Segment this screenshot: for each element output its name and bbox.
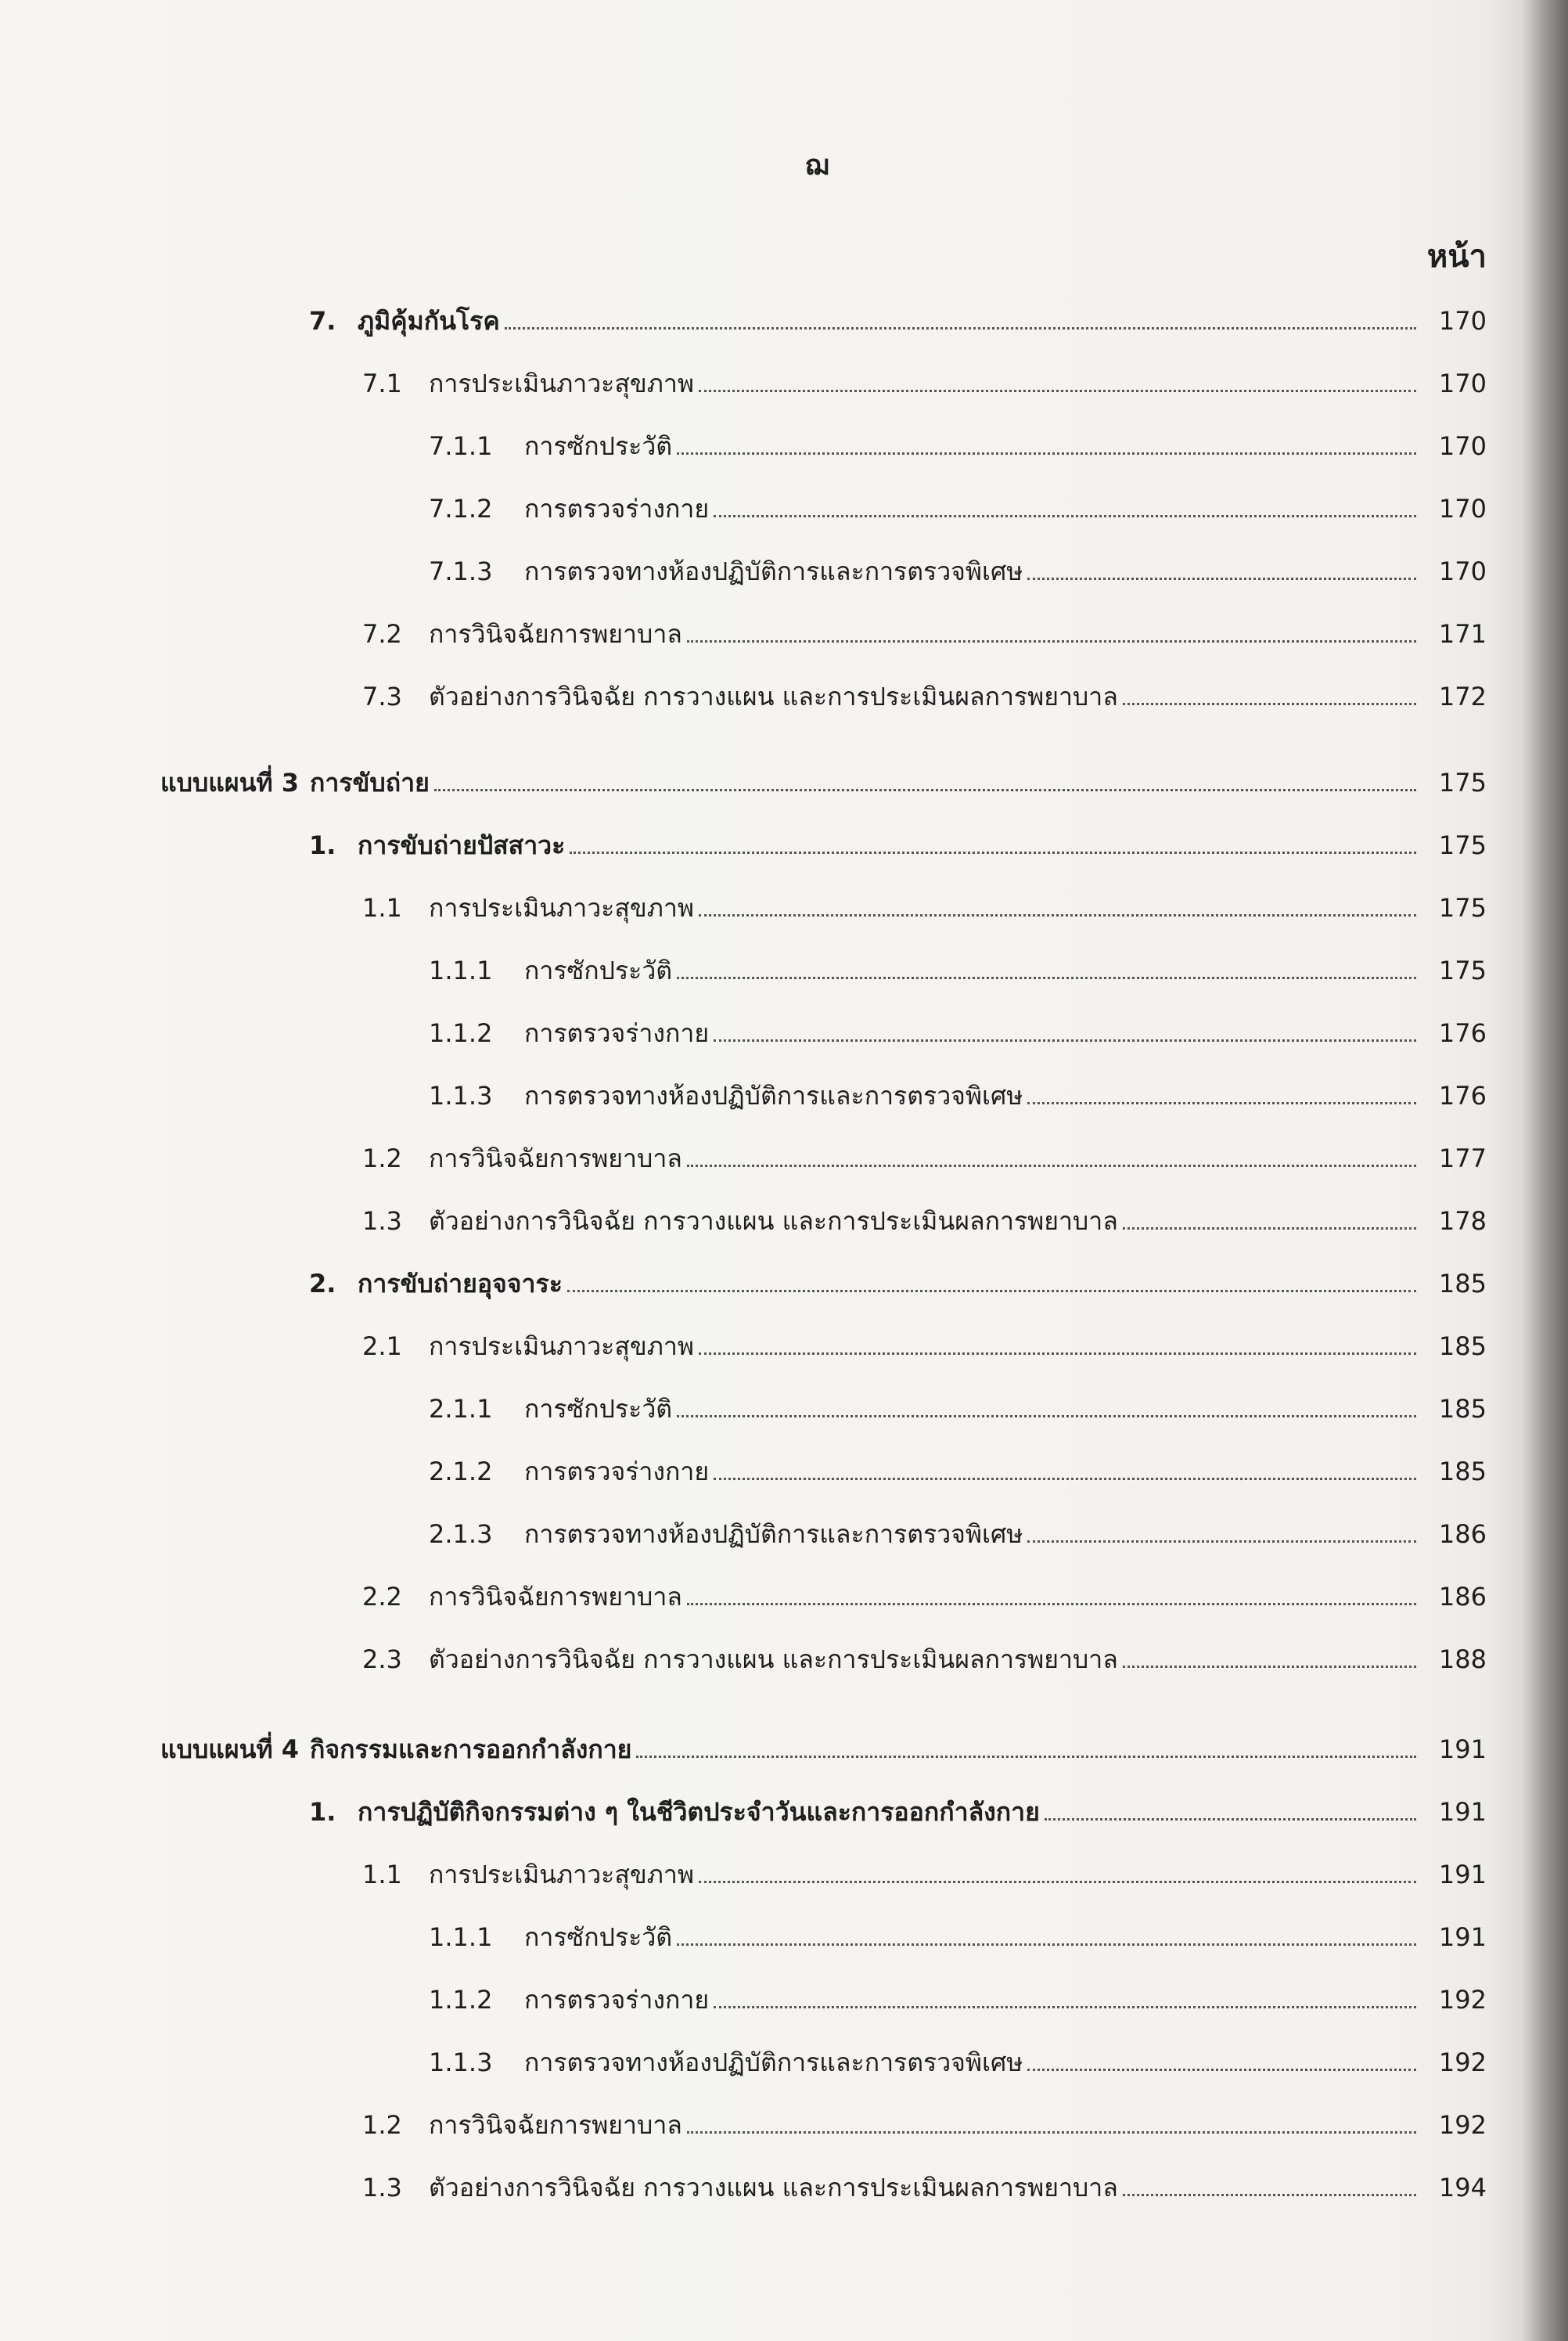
entry-number: 1.1.3 [429,2047,493,2077]
dot-leader [714,1039,1416,1042]
entry-title: การตรวจร่างกาย [524,1018,710,1048]
toc-entry-4-1-2 [362,2105,1487,2145]
entry-page: 175 [1438,956,1487,985]
dot-leader [687,640,1416,643]
entry-title: การขับถ่ายอุจจาระ [358,1269,563,1298]
entry-title: การประเมินภาวะสุขภาพ [429,893,694,923]
entry-number: 2.1 [362,1331,402,1361]
entry-title: การตรวจทางห้องปฏิบัติการและการตรวจพิเศษ [524,1081,1023,1111]
dot-leader [677,1415,1416,1417]
entry-page: 176 [1438,1081,1487,1111]
entry-page: 186 [1438,1582,1487,1612]
entry-number: 7.1.1 [429,431,493,461]
entry-page: 172 [1438,682,1487,711]
dot-leader [505,327,1416,330]
entry-page: 194 [1438,2173,1487,2202]
entry-number: 1.3 [362,2173,402,2202]
entry-number: 1.1.1 [429,1922,493,1952]
entry-page: 188 [1438,1644,1487,1674]
dot-leader [714,515,1416,517]
entry-title: การซักประวัติ [524,1394,673,1424]
dot-leader [677,977,1416,979]
entry-page: 176 [1438,1018,1487,1048]
entry-title: การซักประวัติ [524,1922,673,1952]
entry-page: 185 [1438,1457,1487,1486]
toc-entry-7 [309,301,1487,340]
entry-number: 7.1.2 [429,494,493,524]
entry-number: แบบแผนที่ 3 [160,768,299,798]
dot-leader [567,1290,1416,1292]
entry-title: การวินิจฉัยการพยาบาล [429,619,682,649]
toc-entry-3-1-2 [362,1139,1487,1178]
dot-leader [687,2131,1416,2134]
toc-entry-4-1-1-2 [429,1980,1487,2019]
entry-title: การประเมินภาวะสุขภาพ [429,1331,694,1361]
toc-entry-4-1-1-3 [429,2043,1487,2082]
entry-number: 1.1 [362,893,402,923]
dot-leader [1027,578,1416,580]
book-spine-shadow [1521,0,1568,2341]
dot-leader [714,2006,1416,2008]
toc-entry-4-1-3 [362,2168,1487,2207]
entry-number: 1. [309,830,336,860]
dot-leader [636,1756,1416,1758]
toc-entry-3-2-3 [362,1640,1487,1679]
dot-leader [1045,1818,1416,1821]
entry-title: การประเมินภาวะสุขภาพ [429,369,694,398]
dot-leader [699,914,1416,917]
entry-number: 2.2 [362,1582,402,1612]
toc-entry-3-2 [309,1264,1487,1303]
toc-entry-7-1-3 [429,552,1487,591]
entry-number: 1.2 [362,2110,402,2140]
dot-leader [1123,2194,1416,2196]
entry-number: 2.1.1 [429,1394,493,1424]
dot-leader [677,1943,1416,1946]
entry-title: การตรวจร่างกาย [524,1985,710,2015]
entry-title: การตรวจร่างกาย [524,494,710,524]
entry-title: การวินิจฉัยการพยาบาล [429,2110,682,2140]
dot-leader [1123,703,1416,705]
entry-page: 192 [1438,1985,1487,2015]
entry-number: 1.3 [362,1206,402,1236]
toc-entry-pattern-4 [160,1730,1487,1769]
entry-title: ภูมิคุ้มกันโรค [358,306,500,336]
toc-entry-3-1-1-3 [429,1076,1487,1115]
entry-title: การขับถ่ายปัสสาวะ [358,830,566,860]
entry-number: 1.1.1 [429,956,493,985]
entry-title: การปฏิบัติกิจกรรมต่าง ๆ ในชีวิตประจำวันและการออกกำลังกาย [358,1797,1040,1827]
dot-leader [714,1478,1416,1480]
entry-title: การตรวจทางห้องปฏิบัติการและการตรวจพิเศษ [524,556,1023,586]
dot-leader [1123,1227,1416,1230]
toc-entry-7-2 [362,614,1487,654]
toc-entry-3-2-1-3 [429,1514,1487,1554]
entry-number: 1.1.3 [429,1081,493,1111]
entry-title: การซักประวัติ [524,431,673,461]
entry-page: 185 [1438,1331,1487,1361]
dot-leader [1027,1102,1416,1104]
entry-title: การวินิจฉัยการพยาบาล [429,1582,682,1612]
entry-title: กิจกรรมและการออกกำลังกาย [310,1734,632,1764]
entry-page: 175 [1438,830,1487,860]
toc-entry-7-1 [362,364,1487,403]
entry-number: 1.1.2 [429,1018,493,1048]
dot-leader [570,852,1416,854]
entry-title: ตัวอย่างการวินิจฉัย การวางแผน และการประเมินผลการพยาบาล [429,682,1118,711]
dot-leader [699,1881,1416,1883]
toc-entry-3-1-1 [362,888,1487,927]
entry-page: 191 [1438,1734,1487,1764]
entry-title: ตัวอย่างการวินิจฉัย การวางแผน และการประเมินผลการพยาบาล [429,1644,1118,1674]
entry-title: ตัวอย่างการวินิจฉัย การวางแผน และการประเมินผลการพยาบาล [429,1206,1118,1236]
entry-number: 1.1 [362,1860,402,1889]
entry-number: 7.1.3 [429,556,493,586]
toc-entry-3-2-2 [362,1577,1487,1616]
toc-entry-3-2-1 [362,1327,1487,1366]
entry-page: 185 [1438,1394,1487,1424]
entry-page: 170 [1438,556,1487,586]
entry-page: 192 [1438,2110,1487,2140]
entry-title: การประเมินภาวะสุขภาพ [429,1860,694,1889]
entry-page: 171 [1438,619,1487,649]
entry-page: 191 [1438,1797,1487,1827]
page-column-header: หน้า [1426,239,1487,275]
dot-leader [687,1165,1416,1167]
entry-page: 191 [1438,1860,1487,1889]
toc-entry-3-1-1-2 [429,1014,1487,1053]
toc-entry-3-1 [309,826,1487,865]
entry-number: 2.1.3 [429,1519,493,1549]
dot-leader [699,1352,1416,1355]
entry-page: 175 [1438,768,1487,798]
toc-entry-4-1-1 [362,1855,1487,1894]
entry-number: 7. [309,306,336,336]
dot-leader [699,390,1416,392]
entry-number: 2.1.2 [429,1457,493,1486]
toc-entry-7-1-1 [429,427,1487,466]
entry-title: การตรวจทางห้องปฏิบัติการและการตรวจพิเศษ [524,2047,1023,2077]
entry-number: 7.1 [362,369,402,398]
entry-page: 192 [1438,2047,1487,2077]
entry-page: 170 [1438,431,1487,461]
toc-entry-3-2-1-2 [429,1452,1487,1491]
dot-leader [434,789,1416,791]
toc-entry-7-3 [362,677,1487,716]
toc-entry-3-1-3 [362,1201,1487,1241]
dot-leader [687,1603,1416,1605]
dot-leader [1123,1666,1416,1668]
entry-page: 170 [1438,369,1487,398]
entry-number: 1. [309,1797,336,1827]
entry-page: 186 [1438,1519,1487,1549]
dot-leader [1027,1540,1416,1543]
toc-entry-pattern-3 [160,763,1487,802]
entry-page: 170 [1438,306,1487,336]
entry-page: 178 [1438,1206,1487,1236]
entry-number: 2.3 [362,1644,402,1674]
dot-leader [677,452,1416,455]
entry-title: การขับถ่าย [310,768,430,798]
toc-entry-4-1 [309,1792,1487,1831]
entry-number: 2. [309,1269,336,1298]
entry-number: 1.2 [362,1143,402,1173]
entry-title: การซักประวัติ [524,956,673,985]
entry-title: ตัวอย่างการวินิจฉัย การวางแผน และการประเมินผลการพยาบาล [429,2173,1118,2202]
toc-entry-3-1-1-1 [429,951,1487,990]
entry-title: การวินิจฉัยการพยาบาล [429,1143,682,1173]
entry-title: การตรวจร่างกาย [524,1457,710,1486]
dot-leader [1027,2069,1416,2071]
entry-page: 177 [1438,1143,1487,1173]
entry-number: 7.3 [362,682,402,711]
entry-title: การตรวจทางห้องปฏิบัติการและการตรวจพิเศษ [524,1519,1023,1549]
entry-number: 1.1.2 [429,1985,493,2015]
entry-page: 185 [1438,1269,1487,1298]
entry-page: 191 [1438,1922,1487,1952]
toc-entry-3-2-1-1 [429,1389,1487,1428]
entry-number: 7.2 [362,619,402,649]
entry-page: 170 [1438,494,1487,524]
page-marker: ฌ [804,149,829,182]
entry-number: แบบแผนที่ 4 [160,1734,299,1764]
toc-entry-4-1-1-1 [429,1918,1487,1957]
toc-entry-7-1-2 [429,489,1487,528]
entry-page: 175 [1438,893,1487,923]
